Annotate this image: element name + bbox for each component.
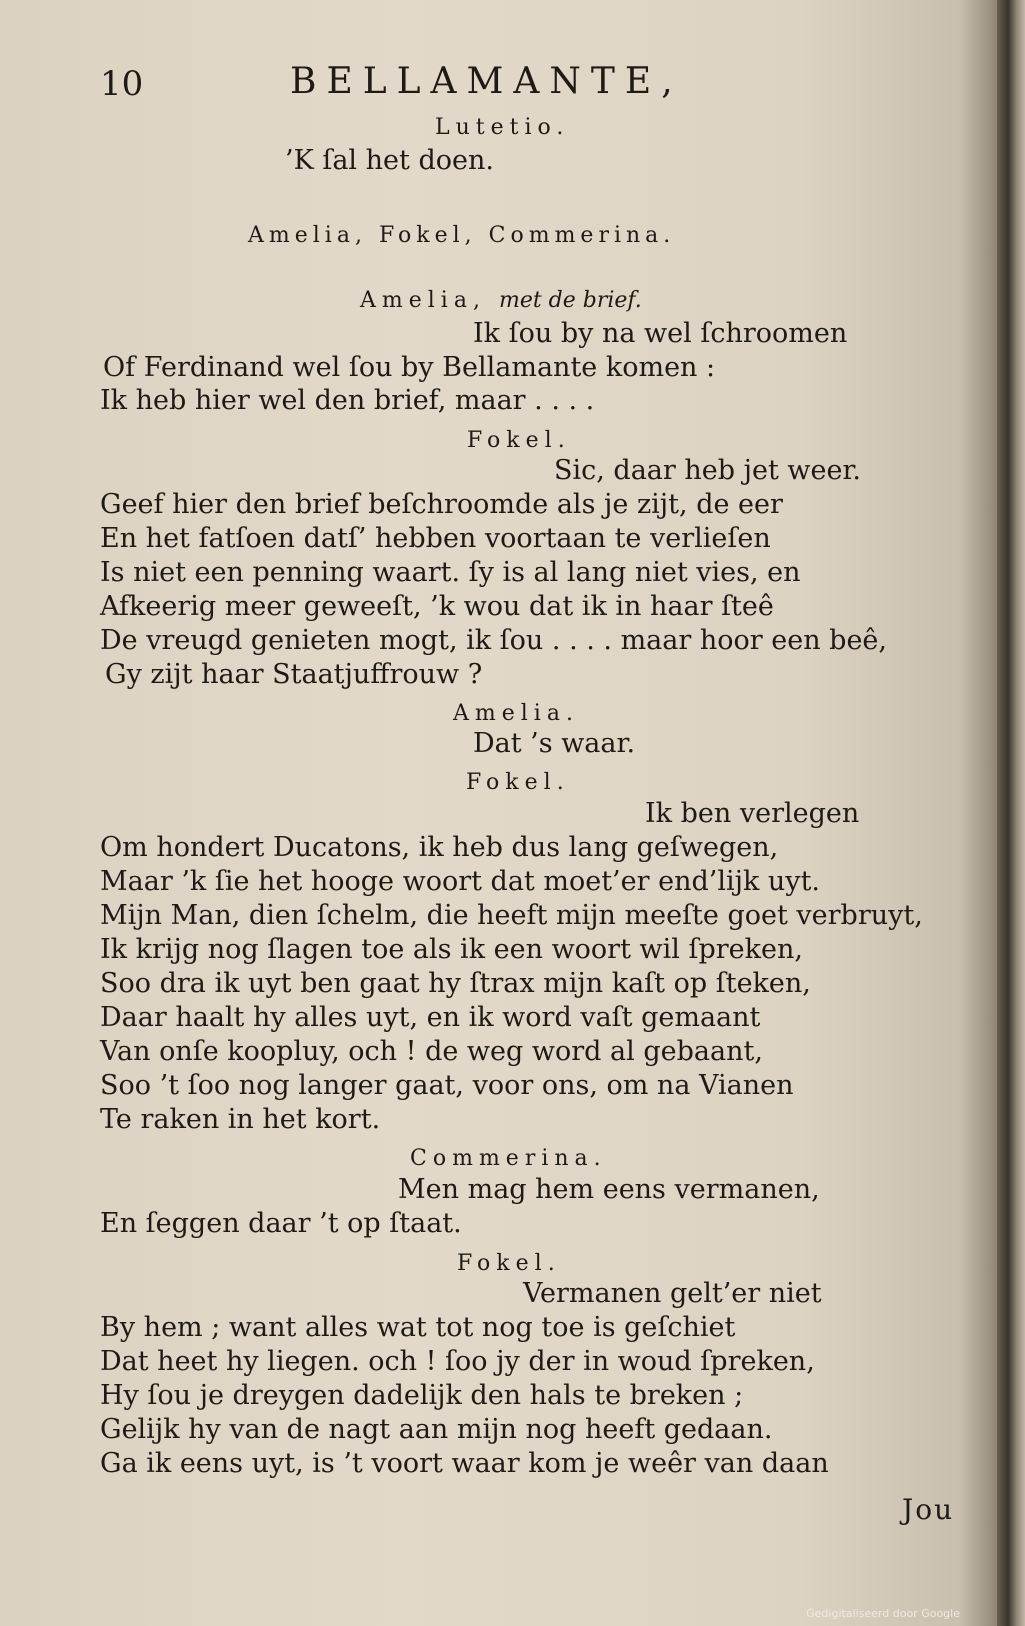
- running-title: BELLAMANTE,: [290, 61, 683, 102]
- verse-line: Te raken in het kort.: [100, 1104, 381, 1135]
- verse-line: En ſeggen daar ’t op ſtaat.: [100, 1208, 462, 1239]
- speaker-amelia: Amelia.: [453, 701, 579, 726]
- verse-line: Dat heet hy liegen. och ! ſoo jy der in woud ſpreken,: [100, 1346, 815, 1377]
- digitization-watermark: Gedigitaliseerd door Google: [806, 1607, 960, 1620]
- verse-line: Sic, daar heb jet weer.: [554, 455, 861, 486]
- verse-line: Ik ben verlegen: [645, 798, 860, 829]
- verse-line: Om hondert Ducatons, ik heb dus lang geſwegen,: [100, 832, 779, 863]
- verse-line: Soo ’t ſoo nog langer gaat, voor ons, om na Vianen: [100, 1070, 794, 1101]
- verse-line: Ga ik eens uyt, is ’t voort waar kom je weêr van daan: [100, 1448, 829, 1479]
- verse-line: ’K ſal het doen.: [285, 145, 494, 176]
- verse-line: Is niet een penning waart. ſy is al lang niet vies, en: [100, 557, 801, 588]
- verse-line: By hem ; want alles wat tot nog toe is geſchiet: [100, 1312, 736, 1343]
- speaker-fokel: Fokel.: [467, 428, 571, 453]
- stage-direction: met de brief.: [498, 288, 642, 313]
- verse-line: Ik ſou by na wel ſchroomen: [473, 318, 848, 349]
- verse-line: Hy ſou je dreygen dadelijk den hals te breken ;: [100, 1380, 744, 1411]
- verse-line: Gy zijt haar Staatjuffrouw ?: [105, 659, 483, 690]
- catchword: Jou: [902, 1493, 955, 1526]
- speaker-fokel: Fokel.: [466, 770, 570, 795]
- speaker-amelia: [360, 285, 642, 317]
- speaker-name: Amelia,: [360, 288, 486, 313]
- scene-heading: Amelia, Fokel, Commerina.: [248, 223, 676, 248]
- verse-line: Soo dra ik uyt ben gaat hy ſtrax mijn kaſt op ſteken,: [100, 968, 811, 999]
- verse-line: Geef hier den brief beſchroomde als je zijt, de eer: [100, 489, 783, 520]
- verse-line: Vermanen gelt’er niet: [523, 1278, 822, 1309]
- verse-line: Dat ’s waar.: [473, 728, 636, 759]
- verse-line: Of Ferdinand wel ſou by Bellamante komen :: [103, 352, 716, 383]
- verse-line: Ik heb hier wel den brief, maar . . . .: [100, 385, 595, 416]
- verse-line: Afkeerig meer geweeſt, ’k wou dat ik in haar ſteê: [100, 591, 774, 622]
- verse-line: Ik krijg nog ſlagen toe als ik een woort wil ſpreken,: [100, 934, 803, 965]
- verse-line: Men mag hem eens vermanen,: [398, 1174, 820, 1205]
- speaker-commerina: Commerina.: [410, 1146, 607, 1171]
- verse-line: Mijn Man, dien ſchelm, die heeft mijn meeſte goet verbruyt,: [100, 900, 923, 931]
- verse-line: Gelijk hy van de nagt aan mijn nog heeft gedaan.: [100, 1414, 773, 1445]
- verse-line: Daar haalt hy alles uyt, en ik word vaſt gemaant: [100, 1002, 761, 1033]
- verse-line: Maar ’k ſie het hooge woort dat moet’er end’lijk uyt.: [100, 866, 820, 897]
- page-number: 10: [100, 64, 144, 104]
- verse-line: Van onſe koopluy, och ! de weg word al gebaant,: [100, 1036, 763, 1067]
- speaker-lutetio: Lutetio.: [435, 115, 570, 140]
- book-spine-shadow: [997, 0, 1025, 1626]
- verse-line: En het fatſoen datſ’ hebben voortaan te verlieſen: [100, 523, 771, 554]
- speaker-fokel: Fokel.: [457, 1251, 561, 1276]
- verse-line: De vreugd genieten mogt, ik ſou . . . . maar hoor een beê,: [100, 625, 887, 656]
